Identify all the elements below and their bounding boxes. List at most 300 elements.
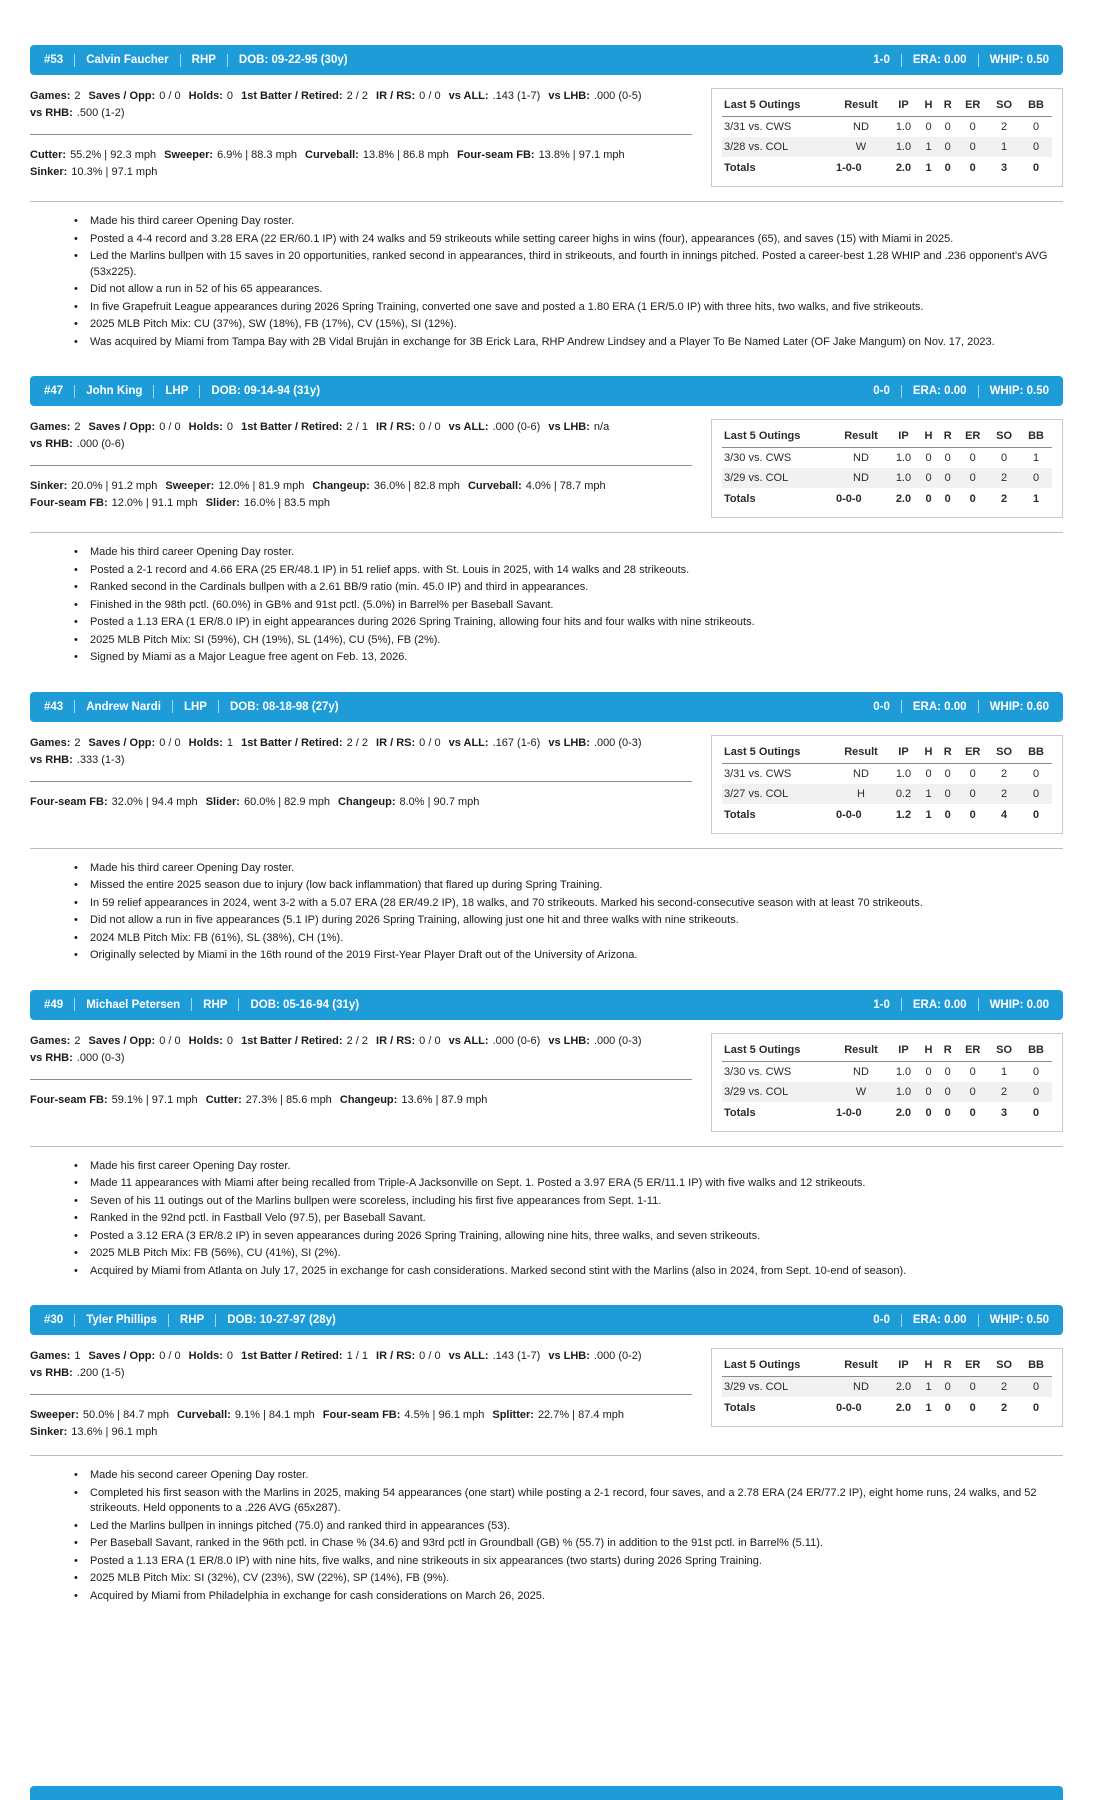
stat-value: 2 / 2 (346, 90, 368, 102)
player-whip: WHIP: 0.60 (989, 700, 1049, 713)
player-note: • Posted a 1.13 ERA (1 ER/8.0 IP) with nine hits, five walks, and nine strikeouts in six appearances (two starts) during 2026 Spring Training. (72, 1554, 1063, 1570)
pitch-label: Slider: (205, 795, 240, 808)
pitch-label: Sinker: (30, 480, 68, 492)
outing-cell: 2 (1001, 767, 1008, 780)
totals-so: 2 (1001, 493, 1008, 505)
pitch-value: 12.0% | 81.9 mph (218, 480, 305, 492)
pitch-value: 12.0% | 91.1 mph (111, 497, 198, 509)
player-number: #49 (44, 998, 64, 1011)
outings-table-head (722, 96, 1052, 117)
pitch-value: 4.5% | 96.1 mph (404, 1409, 485, 1421)
header-divider (901, 700, 902, 713)
stat-pair (241, 735, 368, 752)
outings-header-cell: R (938, 1356, 957, 1377)
outing-cell: 0 (944, 452, 951, 464)
outings-header-cell: Last 5 Outings (722, 1356, 834, 1377)
header-divider (74, 385, 75, 398)
outing-cell: 0 (944, 141, 951, 153)
player-record: 1-0 (873, 998, 890, 1011)
player-header-bar (30, 376, 1063, 406)
player-summary-row (30, 1033, 1063, 1132)
stat-value: .000 (0-6) (492, 421, 541, 433)
pitch-pair (206, 1092, 332, 1109)
pitch-pair (305, 147, 449, 164)
outing-cell: 0 (969, 767, 976, 780)
outings-totals-body (722, 488, 1052, 509)
player-note: • Acquired by Miami from Philadelphia in exchange for cash considerations on March 26, 2025. (72, 1589, 1063, 1605)
outing-cell: 0 (1032, 121, 1040, 133)
player-note: • 2025 MLB Pitch Mix: CU (37%), SW (18%), FB (17%), CV (15%), SI (12%). (72, 317, 1063, 333)
player-note: • Led the Marlins bullpen in innings pitched (75.0) and ranked third in appearances (53). (72, 1519, 1063, 1535)
player-note: • Made his third career Opening Day roster. (72, 545, 1063, 561)
player-name: Andrew Nardi (86, 700, 161, 713)
section-divider (30, 848, 1063, 849)
outings-totals-row (722, 1102, 1052, 1123)
outings-totals-row (722, 488, 1052, 509)
outings-header-row (722, 427, 1052, 448)
player-dob: DOB: 05-16-94 (31y) (250, 998, 360, 1011)
header-divider (227, 54, 228, 67)
outings-header-row (722, 96, 1052, 117)
last-outings-panel (711, 1033, 1063, 1132)
stat-value: .167 (1-6) (492, 736, 541, 749)
outing-cell: 0 (944, 787, 951, 800)
stats-pitchmix-divider (30, 465, 692, 466)
stat-value: 0 / 0 (159, 1350, 181, 1362)
pitch-value: 27.3% | 85.6 mph (245, 1093, 332, 1106)
player-identity (44, 385, 320, 398)
player-note: • Made his second career Opening Day roster. (72, 1468, 1063, 1484)
outings-header-cell: SO (988, 427, 1020, 448)
stat-label: Saves / Opp: (88, 736, 156, 749)
outing-cell: 0 (969, 1085, 976, 1098)
stat-label: 1st Batter / Retired: (241, 421, 343, 433)
stat-pair (548, 419, 609, 436)
player-header-bar (30, 692, 1063, 722)
stat-value: 2 / 2 (346, 1034, 368, 1047)
outings-header-cell: IP (888, 743, 919, 764)
totals-r: 0 (944, 493, 951, 505)
stats-pitchmix-divider (30, 134, 692, 135)
player-name: Tyler Phillips (86, 1314, 157, 1326)
outings-header-cell: SO (988, 1356, 1020, 1377)
totals-bb: 0 (1032, 808, 1040, 821)
outing-cell: 0 (969, 787, 976, 800)
pitch-label: Cutter: (205, 1093, 242, 1106)
outing-cell: ND (853, 452, 869, 464)
stat-label: Games: (30, 1350, 71, 1362)
outings-header-cell: R (938, 743, 957, 764)
player-pitching-line (873, 54, 1049, 67)
player-note: • Was acquired by Miami from Tampa Bay with 2B Vidal Bruján in exchange for 3B Erick Lara, RHP Andrew Lindsey and a Player To Be Named Later (OF Jake Mangum) on Nov. 17, 2023. (72, 335, 1063, 351)
outing-cell: 0 (1032, 472, 1040, 484)
stat-label: Saves / Opp: (88, 90, 156, 102)
player-note: • Made 11 appearances with Miami after being recalled from Triple-A Jacksonville on Sept. 1. Posted a 3.97 ERA (5 ER/11.1 IP) with five walks and 12 strikeouts. (72, 1176, 1063, 1192)
outing-cell: 0 (944, 1085, 951, 1098)
player-note: • Acquired by Miami from Atlanta on July 17, 2025 in exchange for cash considerations. Marked second stint with the Marlins (also in 2024, from Sept. 10-end of season). (72, 1264, 1063, 1280)
outings-header-cell: H (919, 96, 938, 117)
player-era: ERA: 0.00 (912, 385, 967, 397)
outing-cell: ND (853, 767, 869, 780)
outing-cell: 0 (944, 767, 951, 780)
outing-cell: 2 (1001, 1381, 1008, 1393)
outings-header-cell: H (919, 427, 938, 448)
outings-header-cell: R (938, 96, 957, 117)
outings-header-cell: Last 5 Outings (722, 1041, 834, 1062)
totals-result: 0-0-0 (836, 1402, 862, 1414)
player-whip: WHIP: 0.50 (989, 1314, 1049, 1326)
pitch-pair (177, 1407, 315, 1424)
outings-header-cell: ER (957, 96, 988, 117)
outings-header-cell: BB (1020, 427, 1052, 448)
pitch-mix-line (30, 794, 692, 811)
section-divider (30, 201, 1063, 202)
stat-value: 0 / 0 (159, 1034, 181, 1047)
header-divider (218, 700, 219, 713)
player-dob: DOB: 09-14-94 (31y) (211, 385, 321, 397)
stat-value: 0 (226, 90, 234, 102)
stat-value: .500 (1-2) (76, 107, 125, 119)
outings-header-cell: Last 5 Outings (722, 96, 834, 117)
stat-label: Saves / Opp: (88, 1350, 156, 1362)
outing-cell: 3/28 vs. COL (724, 141, 789, 153)
stat-label: vs ALL: (448, 90, 489, 102)
outings-totals-body (722, 1397, 1052, 1418)
player-section (30, 376, 1063, 666)
header-divider (901, 385, 902, 398)
pitch-mix-line (30, 1092, 692, 1109)
stat-label: vs ALL: (448, 1350, 489, 1362)
outings-header-row (722, 743, 1052, 764)
player-note: • Made his third career Opening Day roster. (72, 861, 1063, 877)
outings-header-cell: R (938, 1041, 957, 1062)
player-notes-list (72, 214, 1063, 350)
season-stats-line (30, 1033, 692, 1067)
pitch-value: 50.0% | 84.7 mph (82, 1409, 169, 1421)
outing-cell: 0 (925, 121, 932, 133)
outing-cell: 0 (925, 452, 932, 464)
stat-value: 2 / 1 (346, 421, 368, 433)
outings-header-cell: BB (1020, 1356, 1052, 1377)
player-summary-left (30, 1348, 692, 1441)
outing-cell: 0 (1032, 767, 1040, 780)
stat-pair (241, 419, 368, 436)
stat-pair (548, 735, 641, 752)
player-pitching-line (873, 1314, 1049, 1327)
stat-value: 0 (226, 421, 234, 433)
totals-ip: 2.0 (895, 1402, 912, 1414)
outing-cell: 2 (1001, 121, 1008, 133)
stat-pair (30, 1033, 80, 1050)
pitch-mix-line (30, 147, 692, 181)
stat-pair (376, 1348, 441, 1365)
outings-header-cell: BB (1020, 743, 1052, 764)
last-outings-box (711, 1033, 1063, 1132)
stat-label: Holds: (188, 90, 223, 102)
outings-header-row (722, 1041, 1052, 1062)
pitch-label: Changeup: (339, 1093, 398, 1106)
outing-row (722, 137, 1052, 157)
player-era: ERA: 0.00 (912, 700, 967, 713)
outings-totals-body (722, 157, 1052, 178)
outings-header-cell: Result (834, 1041, 888, 1062)
stat-label: vs RHB: (30, 1051, 73, 1064)
stat-value: 1 / 1 (346, 1350, 368, 1362)
stat-pair (89, 419, 181, 436)
stat-label: vs RHB: (30, 107, 73, 119)
stat-value: .000 (0-6) (76, 438, 125, 450)
player-number: #30 (44, 1314, 64, 1326)
outing-cell: 2.0 (895, 1381, 912, 1393)
outings-table-body (722, 1377, 1052, 1398)
pitch-pair (165, 478, 304, 495)
pitch-value: 36.0% | 82.8 mph (373, 480, 460, 492)
outings-header-cell: SO (988, 1041, 1020, 1062)
totals-so: 3 (1001, 1106, 1008, 1119)
outings-header-cell: IP (888, 427, 919, 448)
outings-header-cell: BB (1020, 96, 1052, 117)
player-whip: WHIP: 0.00 (989, 998, 1049, 1011)
stat-value: .000 (0-2) (593, 1350, 642, 1362)
stat-value: .333 (1-3) (76, 753, 125, 766)
outings-header-cell: R (938, 427, 957, 448)
pitch-pair (30, 478, 157, 495)
totals-ip: 1.2 (895, 808, 912, 821)
pitch-value: 60.0% | 82.9 mph (243, 795, 330, 808)
outing-cell: 2 (1001, 787, 1008, 800)
stat-label: vs LHB: (548, 421, 590, 433)
player-note: • Made his third career Opening Day roster. (72, 214, 1063, 230)
outing-cell: 2 (1001, 1085, 1008, 1098)
totals-r: 0 (944, 808, 951, 821)
pitch-pair (468, 478, 606, 495)
player-section (30, 1305, 1063, 1604)
pitch-label: Splitter: (492, 1409, 534, 1421)
player-notes-list (72, 545, 1063, 666)
stat-label: Saves / Opp: (88, 1034, 156, 1047)
pitch-label: Sweeper: (165, 480, 215, 492)
player-note: • 2024 MLB Pitch Mix: FB (61%), SL (38%), CH (1%). (72, 931, 1063, 947)
outings-header-cell: H (919, 1356, 938, 1377)
stat-value: 0 / 0 (419, 421, 441, 433)
pitch-value: 59.1% | 97.1 mph (111, 1093, 198, 1106)
header-divider (74, 1314, 75, 1327)
totals-er: 0 (969, 162, 976, 174)
outing-cell: 1 (925, 1381, 932, 1393)
totals-bb: 0 (1032, 162, 1040, 174)
player-pitching-line (873, 700, 1049, 713)
stat-pair (30, 105, 125, 122)
stat-label: vs LHB: (548, 1034, 590, 1047)
outings-header-cell: Result (834, 96, 888, 117)
last-outings-box (711, 735, 1063, 834)
outing-cell: ND (853, 1065, 869, 1078)
stat-value: .143 (1-7) (492, 1350, 541, 1362)
header-divider (978, 54, 979, 67)
season-stats-line (30, 735, 692, 769)
outing-cell: 3/29 vs. COL (724, 1085, 789, 1098)
player-note: • Finished in the 98th pctl. (60.0%) in GB% and 91st pctl. (5.0%) in Barrel% per Baseball Savant. (72, 598, 1063, 614)
pitch-pair (30, 147, 156, 164)
header-divider (191, 998, 192, 1011)
stat-label: vs RHB: (30, 753, 73, 766)
outing-cell: 1.0 (895, 1065, 912, 1078)
outing-cell: 0 (925, 767, 932, 780)
stat-label: vs ALL: (448, 736, 489, 749)
outing-cell: 3/31 vs. CWS (724, 121, 792, 133)
outing-cell: 1 (925, 141, 932, 153)
outing-cell: 0 (1032, 787, 1040, 800)
player-summary-left (30, 735, 692, 811)
header-divider (901, 998, 902, 1011)
stat-pair (376, 88, 441, 105)
player-note: • 2025 MLB Pitch Mix: SI (32%), CV (23%), SW (22%), SP (14%), FB (9%). (72, 1571, 1063, 1587)
header-divider (74, 700, 75, 713)
stat-label: vs LHB: (548, 90, 590, 102)
last-outings-table (722, 1041, 1052, 1123)
stat-label: vs LHB: (548, 736, 590, 749)
outing-cell: 0 (944, 1381, 951, 1393)
player-note: • Per Baseball Savant, ranked in the 96th pctl. in Chase % (34.6) and 93rd pctl in Groundball (GB) % (55.7) in addition to the 91st pctl. in Barrel% (5.11). (72, 1536, 1063, 1552)
player-note: • Seven of his 11 outings out of the Marlins bullpen were scoreless, including his first five appearances from Sept. 1-11. (72, 1194, 1063, 1210)
stat-label: Games: (30, 421, 71, 433)
outing-cell: 3/27 vs. COL (724, 787, 789, 800)
totals-r: 0 (944, 1402, 951, 1414)
outing-cell: 3/31 vs. CWS (724, 767, 792, 780)
header-divider (168, 1314, 169, 1327)
stat-label: IR / RS: (376, 1350, 416, 1362)
header-divider (215, 1314, 216, 1327)
stat-pair (30, 419, 80, 436)
player-note: • Posted a 4-4 record and 3.28 ERA (22 ER/60.1 IP) with 24 walks and 59 strikeouts while setting career highs in wins (four), appearances (65), and saves (15) with Miami in 2025. (72, 232, 1063, 248)
outing-cell: 1 (1032, 452, 1040, 464)
stat-label: Saves / Opp: (88, 421, 156, 433)
stat-pair (449, 88, 541, 105)
pitch-value: 4.0% | 78.7 mph (525, 480, 606, 492)
outing-cell: 1.0 (895, 1085, 912, 1098)
stat-label: vs LHB: (548, 1350, 590, 1362)
totals-label: Totals (724, 1402, 756, 1414)
pitch-value: 8.0% | 90.7 mph (399, 795, 480, 808)
pitch-pair (312, 478, 459, 495)
last-outings-box (711, 88, 1063, 187)
outing-cell: 0 (1032, 1065, 1040, 1078)
pitch-value: 16.0% | 83.5 mph (243, 497, 330, 509)
player-summary-row (30, 419, 1063, 518)
stat-label: 1st Batter / Retired: (241, 1034, 343, 1047)
stat-value: 2 (74, 90, 81, 102)
outing-row (722, 1377, 1052, 1398)
header-divider (978, 700, 979, 713)
stat-label: IR / RS: (376, 90, 416, 102)
stat-value: .000 (0-5) (593, 90, 642, 102)
stats-pitchmix-divider (30, 1394, 692, 1395)
totals-bb: 1 (1032, 493, 1040, 505)
player-whip: WHIP: 0.50 (989, 385, 1049, 397)
player-header-bar (30, 990, 1063, 1020)
player-identity (44, 54, 348, 67)
outing-row (722, 784, 1052, 804)
stat-pair (30, 752, 125, 769)
pitch-value: 9.1% | 84.1 mph (234, 1409, 315, 1421)
totals-so: 4 (1001, 808, 1008, 821)
totals-ip: 2.0 (895, 493, 912, 505)
pitch-pair (30, 1092, 198, 1109)
stat-pair (30, 1348, 80, 1365)
last-outings-box (711, 1348, 1063, 1427)
outing-cell: 0 (925, 1065, 932, 1078)
stat-label: vs ALL: (448, 421, 489, 433)
pitch-pair (457, 147, 625, 164)
stat-pair (89, 735, 181, 752)
stat-value: 0 / 0 (419, 1034, 441, 1047)
season-stats-line (30, 1348, 692, 1382)
stat-label: 1st Batter / Retired: (241, 736, 343, 749)
outings-totals-row (722, 157, 1052, 178)
player-note: • In five Grapefruit League appearances during 2026 Spring Training, converted one save and posted a 1.80 ERA (1 ER/5.0 IP) with three hits, two walks, and five strikeouts. (72, 300, 1063, 316)
stat-pair (30, 735, 80, 752)
pitch-value: 13.6% | 96.1 mph (71, 1426, 158, 1438)
player-name: Michael Petersen (86, 998, 181, 1011)
pitch-label: Changeup: (338, 795, 396, 808)
outings-header-cell: H (919, 1041, 938, 1062)
outing-cell: ND (853, 121, 869, 133)
stat-value: .000 (0-3) (593, 1034, 642, 1047)
stat-label: vs RHB: (30, 1367, 73, 1379)
totals-h: 1 (925, 162, 932, 174)
outings-header-cell: IP (888, 1041, 919, 1062)
player-note: • Posted a 1.13 ERA (1 ER/8.0 IP) in eight appearances during 2026 Spring Training, allowing four hits and four walks with nine strikeouts. (72, 615, 1063, 631)
player-note: • Signed by Miami as a Major League free agent on Feb. 13, 2026. (72, 650, 1063, 666)
totals-ip: 2.0 (895, 1106, 912, 1119)
pitch-label: Cutter: (30, 149, 67, 161)
player-number: #47 (44, 385, 64, 397)
outings-table-head (722, 743, 1052, 764)
player-summary-row (30, 88, 1063, 187)
stat-value: 0 / 0 (159, 421, 181, 433)
outing-cell: 0 (969, 472, 976, 484)
outings-totals-row (722, 1397, 1052, 1418)
player-note: • 2025 MLB Pitch Mix: SI (59%), CH (19%), SL (14%), CU (5%), FB (2%). (72, 633, 1063, 649)
outings-header-cell: SO (988, 96, 1020, 117)
totals-label: Totals (724, 162, 756, 174)
pitch-mix-line (30, 478, 692, 512)
outings-table-head (722, 1356, 1052, 1377)
stat-pair (449, 419, 541, 436)
player-note: • Posted a 2-1 record and 4.66 ERA (25 ER/48.1 IP) in 51 relief apps. with St. Louis in 2025, with 14 walks and 28 strikeouts. (72, 563, 1063, 579)
player-era: ERA: 0.00 (912, 998, 967, 1011)
pitch-value: 55.2% | 92.3 mph (70, 149, 157, 161)
stat-label: IR / RS: (376, 1034, 416, 1047)
outing-cell: 1.0 (895, 472, 912, 484)
last-outings-table (722, 1356, 1052, 1418)
totals-h: 1 (925, 1402, 932, 1414)
header-divider (180, 54, 181, 67)
player-record: 0-0 (873, 1314, 890, 1326)
pitch-pair (492, 1407, 624, 1424)
pitch-pair (323, 1407, 485, 1424)
player-note: • 2025 MLB Pitch Mix: FB (56%), CU (41%), SI (2%). (72, 1246, 1063, 1262)
outing-row (722, 1082, 1052, 1102)
stat-pair (548, 1348, 641, 1365)
outing-row (722, 468, 1052, 488)
totals-er: 0 (969, 1106, 976, 1119)
totals-result: 0-0-0 (836, 493, 862, 505)
season-stats-line (30, 419, 692, 453)
pitch-label: Four-seam FB: (30, 795, 108, 808)
stat-pair (89, 88, 181, 105)
outing-cell: 1.0 (895, 141, 912, 153)
